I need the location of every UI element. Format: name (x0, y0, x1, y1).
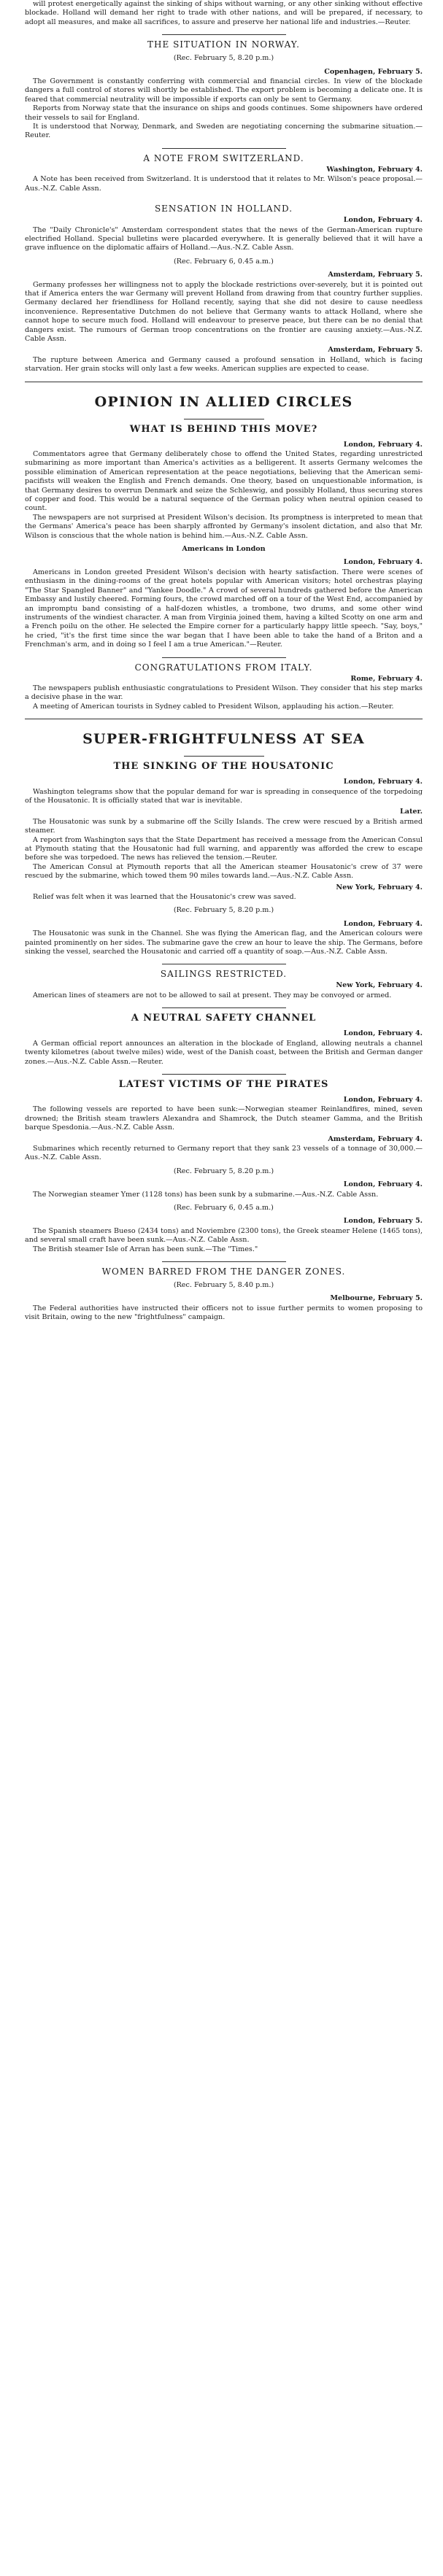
sea-paragraph-2: The Housatonic was sunk by a submarine off the Scilly Islands. The crew were rescued by a British armed steamer. (25, 817, 423, 835)
norway-received: (Rec. February 5, 8.20 p.m.) (173, 54, 274, 63)
holland-paragraph-3: The rupture between America and Germany caused a profound sensation in Holland, which is facing starvation. Her grain stocks will only last a few weeks. American supplies are expected to cease. (25, 355, 423, 374)
sea-received: (Rec. February 5, 8.20 p.m.) (173, 906, 274, 915)
victims-paragraph-1: The following vessels are reported to have been sunk:—Norwegian steamer Reinlandfires, mined, seven drowned; the British steam trawlers Alexandra and Shamrock, the Dutch steamer Gamma, and the British barque Spesdonia.—Aus.-N.Z. Cable Assn. (25, 1105, 423, 1132)
opinion-subtitle: WHAT IS BEHIND THIS MOVE? (129, 423, 318, 435)
sea-paragraph-3: A report from Washington says that the State Department has received a message from the American Consul at Plymouth stating that the Housatonic had full warning, and apparently was afforded the crew to escape before she was torpedoed. The news has relieved the tension.—Reuter. (25, 835, 423, 862)
holland-paragraph-1: The "Daily Chronicle's" Amsterdam correspondent states that the news of the German-American rupture electrified Holland. Special bulletins were placarded everywhere. It is generally believed that it will have a grave influence on the diplomatic affairs of Holland.—Aus.-N.Z. Cable Assn. (25, 225, 423, 252)
sea-dateline-1: London, February 4. (343, 778, 423, 786)
sailings-dateline: New York, February 4. (336, 981, 423, 990)
section-divider (162, 1007, 286, 1008)
victims-paragraph-5: The British steamer Isle of Arran has been sunk.—The "Times." (33, 1245, 258, 1253)
italy-dateline: Rome, February 4. (350, 674, 423, 683)
norway-paragraph-3: It is understood that Norway, Denmark, and Sweden are negotiating concerning the submarine situation.—Reuter. (25, 123, 423, 140)
intro-paragraph: will protest energetically against the sinking of ships without warning, or any other sinking without effective blockade. Holland will demand her right to trade with other nations, and will be prepared, if necessary, to adopt all measures, and make all sacrifices, to assure and preserve her national life and industries.—Reuter. (25, 0, 423, 26)
norway-paragraph-1: The Government is constantly conferring with commercial and financial circles. In view of the blockade dangers a full control of stores will shortly be established. The export problem is becoming a delicate one. It is feared that commercial neutrality will be impossible if exports can only be sent to Germany. (25, 77, 423, 104)
victims-paragraph-2: Submarines which recently returned to Germany report that they sank 23 vessels of a tonnage of 30,000.—Aus.-N.Z. Cable Assn. (25, 1144, 423, 1162)
section-divider (184, 756, 264, 757)
opinion-dateline-1: London, February 4. (343, 440, 423, 449)
holland-dateline-2: Amsterdam, February 5. (328, 271, 423, 279)
holland-paragraph-2: Germany professes her willingness not to apply the blockade restrictions over-severely, but it is pointed out that if America enters the war Germany will prevent Holland from drawing from that country further supplies. Germany declared her friendliness for Holland recently, saying that she did not desire to cause needless inconvenience. Representative Dutchmen do not believe that Germany wants to attack Holland, where she cannot hope to secure much food. Holland will endeavour to preserve peace, but there can be no denial that dangers exist. The rumours of German troop concentrations on the frontier are causing anxiety.—Aus.-N.Z. Cable Assn. (25, 280, 423, 343)
victims-paragraph-3: The Norwegian steamer Ymer (1128 tons) has been sunk by a submarine.—Aus.-N.Z. Cable Assn. (33, 1190, 379, 1199)
opinion-dateline-2: London, February 4. (343, 558, 423, 567)
sailings-heading: SAILINGS RESTRICTED. (160, 969, 288, 980)
opinion-paragraph-3: Americans in London greeted President Wilson's decision with hearty satisfaction. There were scenes of enthusiasm in the dining-rooms of the great hotels popular with American visitors; hotel orchestras playing "The Star Spangled Banner" and "Yankee Doodle." A crowd of several hundreds gathered before the American Embassy and lustily cheered. Forming fours, the crowd marched off on a tour of the West End, accompanied by an impromptu band consisting of a half-dozen whistles, a trombone, two drums, and some other wind instruments of the windiest character. A man from Virginia joined them, having a kilted Scotty on one arm and a French poilu on the other. He selected the Empire corner for a particularly happy little speech. "Say, boys," he cried, "it's the first time since the war began that I have been able to take the hand of a Briton and a Frenchman's arm, and in doing so I feel I am a true American."—Reuter. (25, 568, 423, 649)
sailings-paragraph: American lines of steamers are not to be allowed to sail at present. They may be convoyed or armed. (33, 991, 392, 999)
holland-heading: SENSATION IN HOLLAND. (154, 204, 293, 214)
opinion-paragraph-1: Commentators agree that Germany deliberately chose to offend the United States, regarding unrestricted submarining as more important than America's activities as a belligerent. It asserts Germany welcomes the possible elimination of American representation at the peace negotiations, believing that the American semi-pacifists will weaken the English and French demands. One theory, based on unquestionable information, is that Germany desires to overrun Denmark and seize the Schleswig, and possibly Holland, thus securing stores of copper and food. This would be a natural sequence of the German policy when neutral opinion ceased to count. (25, 450, 423, 513)
victims-dateline-4: London, February 5. (343, 1217, 423, 1226)
victims-received-2: (Rec. February 6, 0.45 a.m.) (174, 1203, 274, 1212)
neutral-heading: A NEUTRAL SAFETY CHANNEL (131, 1013, 317, 1024)
sea-paragraph-6: The Housatonic was sunk in the Channel. She was flying the American flag, and the American colours were painted prominently on her sides. The submarine gave the crew an hour to leave the ship. The Germans, before sinking the vessel, searched the Housatonic and carried off a quantity of soap.—Aus.-N.Z. Cable Assn. (25, 929, 423, 956)
victims-dateline-1: London, February 4. (343, 1095, 423, 1104)
norway-heading: THE SITUATION IN NORWAY. (147, 39, 300, 50)
sea-subtitle: THE SINKING OF THE HOUSATONIC (113, 761, 334, 773)
victims-dateline-2: Amsterdam, February 4. (328, 1134, 423, 1143)
holland-received: (Rec. February 6, 0.45 a.m.) (174, 257, 274, 266)
neutral-dateline: London, February 4. (343, 1029, 423, 1038)
italy-paragraph-1: The newspapers publish enthusiastic congratulations to President Wilson. They consider that his step marks a decisive phase in the war. (25, 684, 423, 702)
victims-dateline-3: London, February 4. (343, 1180, 423, 1189)
sea-dateline-2: New York, February 4. (336, 883, 423, 891)
holland-dateline-3: Amsterdam, February 5. (328, 346, 423, 355)
victims-paragraph-4: The Spanish steamers Bueso (2434 tons) and Noviembre (2300 tons), the Greek steamer Helene (1465 tons), and several small craft have been sunk.—Aus.-N.Z. Cable Assn. (25, 1226, 423, 1245)
holland-dateline-1: London, February 4. (343, 216, 423, 225)
section-divider (162, 148, 286, 149)
sea-title: SUPER-FRIGHTFULNESS AT SEA (82, 731, 365, 748)
section-divider (162, 1074, 286, 1075)
women-heading: WOMEN BARRED FROM THE DANGER ZONES. (101, 1266, 346, 1277)
women-paragraph: The Federal authorities have instructed their officers not to issue further permits to women proposing to visit Britain, owing to the new "frightfulness" campaign. (25, 1304, 423, 1322)
sea-paragraph-4: The American Consul at Plymouth reports that all the American steamer Housatonic's crew of 37 were rescued by the submarine, which towed them 90 miles towards land.—Aus.-N.Z. Cable Assn. (25, 862, 423, 881)
norway-paragraph-2: Reports from Norway state that the insurance on ships and goods continues. Some shipowners have ordered their vessels to sail for England. (25, 104, 423, 122)
section-divider (162, 1261, 286, 1262)
americans-in-london-heading: Americans in London (182, 545, 266, 554)
victims-received-1: (Rec. February 5, 8.20 p.m.) (173, 1167, 274, 1175)
sea-paragraph-5: Relief was felt when it was learned that the Housatonic's crew was saved. (33, 893, 296, 902)
women-dateline: Melbourne, February 5. (330, 1294, 423, 1303)
switzerland-heading: A NOTE FROM SWITZERLAND. (143, 152, 304, 163)
switzerland-paragraph: A Note has been received from Switzerland. It is understood that it relates to Mr. Wilson's peace proposal.—Aus.-N.Z. Cable Assn. (25, 175, 423, 193)
section-divider (162, 657, 286, 658)
norway-dateline: Copenhagen, February 5. (324, 67, 423, 76)
opinion-paragraph-2: The newspapers are not surprised at President Wilson's decision. Its promptness is interpreted to mean that the Germans' America's peace has been sharply affronted by Germany's insolent dictation, and also that Mr. Wilson is conscious that the whole nation is behind him.—Aus.-N.Z. Cable Assn. (25, 513, 423, 540)
section-divider (162, 34, 286, 35)
women-received: (Rec. February 5, 8.40 p.m.) (173, 1281, 274, 1289)
sea-dateline-3: London, February 4. (343, 919, 423, 928)
switzerland-dateline: Washington, February 4. (326, 165, 423, 174)
neutral-paragraph: A German official report announces an alteration in the blockade of England, allowing neutrals a channel twenty kilometres (about twelve miles) wide, west of the Danish coast, between the British and German danger zones.—Aus.-N.Z. Cable Assn.—Reuter. (25, 1039, 423, 1066)
italy-heading: CONGRATULATIONS FROM ITALY. (134, 662, 313, 673)
opinion-title: OPINION IN ALLIED CIRCLES (94, 393, 353, 410)
victims-heading: LATEST VICTIMS OF THE PIRATES (118, 1078, 329, 1090)
italy-paragraph-2: A meeting of American tourists in Sydney cabled to President Wilson, applauding his action.—Reuter. (33, 702, 394, 711)
sea-paragraph-1: Washington telegrams show that the popular demand for war is spreading in consequence of the torpedoing of the Housatonic. It is officially stated that war is inevitable. (25, 787, 423, 805)
sea-later: Later. (399, 808, 423, 816)
